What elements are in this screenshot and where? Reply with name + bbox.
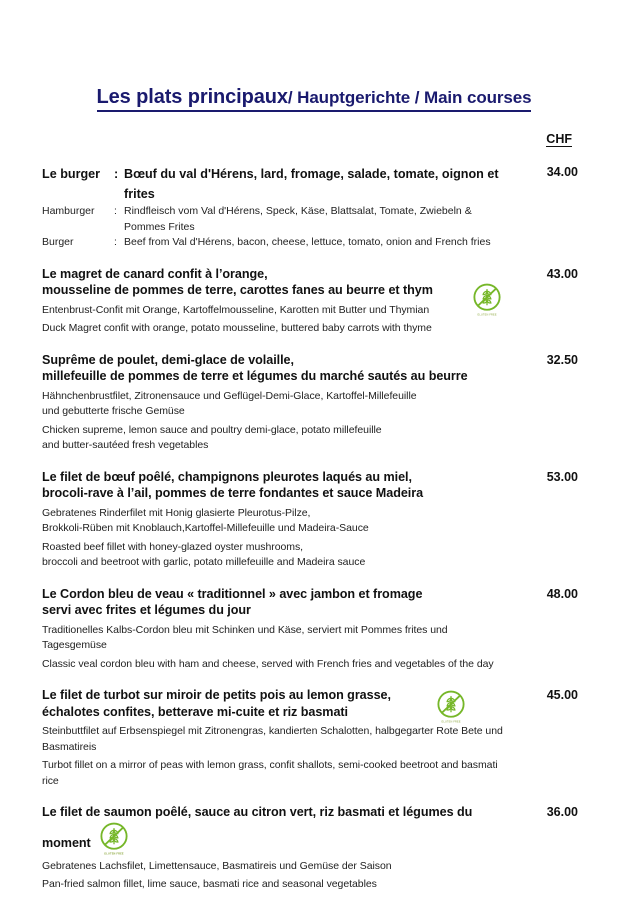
item-row-text: Rindfleisch vom Val d'Hérens, Speck, Käse, Blattsalat, Tomate, Zwiebeln & Pommes Frites — [124, 205, 472, 233]
item-description-en — [42, 540, 508, 571]
item-title-line: Le magret de canard confit à l’orange, — [42, 266, 268, 281]
item-desc-row — [42, 235, 508, 251]
page-title-french: Les plats principaux — [96, 86, 288, 108]
item-description-de — [42, 724, 508, 755]
item-desc-row — [42, 204, 508, 235]
currency-header-row — [42, 132, 586, 150]
item-title-line: Le filet de bœuf poêlé, champignons pleurotes laqués au miel, — [42, 469, 412, 484]
item-title-line: brocoli-rave à l’ail, pommes de terre fondantes et sauce Madeira — [42, 486, 424, 500]
item-title — [42, 586, 508, 619]
item-body — [42, 804, 586, 893]
item-title-line: Suprême de poulet, demi-glace de volaille, — [42, 352, 294, 367]
item-price: 53.00 — [546, 469, 578, 484]
gluten-free-icon — [470, 282, 504, 316]
page-title-underlined — [97, 86, 532, 112]
item-title-line: Le Cordon bleu de veau « traditionnel » avec jambon et fromage — [42, 586, 423, 601]
item-description-en — [42, 657, 508, 673]
item-description-line: und gebutterte frische Gemüse — [42, 405, 185, 417]
item-description-line: and butter-sautéed fresh vegetables — [42, 439, 209, 451]
item-description-line: broccoli and beetroot with garlic, potato millefeuille and Madeira sauce — [42, 556, 366, 568]
item-row-colon: : — [114, 205, 117, 217]
item-description-de — [42, 303, 508, 319]
item-description-line: Traditionelles Kalbs-Cordon bleu mit Schinken und Käse, serviert mit Pommes frites und Tagesgemüse — [42, 623, 448, 651]
item-description-line: Brokkoli-Rüben mit Knoblauch,Kartoffel-Millefeuille und Madeira-Sauce — [42, 522, 369, 534]
menu-item — [42, 586, 586, 673]
item-title-line: servi avec frites et légumes du jour — [42, 603, 251, 617]
item-title-line: échalotes confites, betterave mi-cuite et riz basmati — [42, 704, 349, 719]
menu-item — [42, 687, 586, 789]
item-price: 43.00 — [546, 266, 578, 281]
item-title-line: millefeuille de pommes de terre et légumes du marché sautés au beurre — [42, 369, 468, 383]
item-description-de — [42, 623, 508, 654]
item-body — [42, 352, 586, 454]
item-row-text: Beef from Val d'Hérens, bacon, cheese, lettuce, tomato, onion and French fries — [124, 236, 491, 248]
item-description-line: Gebratenes Rinderfilet mit Honig glasierte Pleurotus-Pilze, — [42, 506, 311, 519]
item-row-label: Burger — [42, 236, 74, 248]
item-title-line: mousseline de pommes de terre, carottes fanes au beurre et thym — [42, 283, 433, 297]
item-row-colon: : — [114, 236, 117, 248]
item-price: 45.00 — [546, 688, 578, 702]
page-title-translations: / Hauptgerichte / Main courses — [287, 88, 532, 107]
item-description-line: Turbot fillet on a mirror of peas with lemon grass, confit shallots, semi-cooked beetroot and basmati rice — [42, 759, 498, 787]
item-title — [42, 266, 508, 299]
item-description-line: Duck Magret confit with orange, potato mousseline, buttered baby carrots with thyme — [42, 322, 432, 334]
menu-item — [42, 804, 586, 893]
item-price: 34.00 — [546, 165, 578, 179]
item-title — [42, 469, 508, 502]
svg-text:GLUTEN FREE: GLUTEN FREE — [103, 852, 124, 856]
item-description-line: Pan-fried salmon fillet, lime sauce, basmati rice and seasonal vegetables — [42, 878, 377, 890]
item-description-line: Hähnchenbrustfilet, Zitronensauce und Geflügel-Demi-Glace, Kartoffel-Millefeuille — [42, 389, 417, 402]
item-description-line: Roasted beef fillet with honey-glazed oyster mushrooms, — [42, 540, 304, 553]
item-row-label: Hamburger — [42, 205, 95, 217]
item-body — [42, 586, 586, 673]
item-description-de — [42, 859, 508, 875]
item-body — [42, 469, 586, 571]
menu-item — [42, 266, 586, 337]
item-description-line: Entenbrust-Confit mit Orange, Kartoffelmousseline, Karotten mit Butter und Thymian — [42, 303, 430, 316]
item-row-text: Bœuf du val d'Hérens, lard, fromage, salade, tomate, oignon et frites — [124, 167, 499, 201]
item-row-colon: : — [114, 167, 119, 181]
svg-text:GLUTEN FREE: GLUTEN FREE — [477, 313, 497, 317]
menu-item — [42, 469, 586, 571]
item-title — [42, 352, 508, 385]
item-title-line: Le filet de turbot sur miroir de petits pois au lemon grasse, — [42, 688, 391, 702]
currency-label: CHF — [546, 132, 572, 146]
item-description-en — [42, 877, 508, 893]
item-body — [42, 687, 586, 789]
svg-text:GLUTEN FREE: GLUTEN FREE — [441, 720, 461, 724]
item-price: 36.00 — [546, 805, 578, 819]
item-description-de — [42, 506, 508, 537]
item-description-en — [42, 423, 508, 454]
menu-item — [42, 164, 586, 251]
item-desc-row — [42, 164, 508, 204]
gluten-free-icon — [434, 689, 468, 723]
item-description-en — [42, 321, 508, 337]
item-body — [42, 164, 586, 251]
item-description-line: Classic veal cordon bleu with ham and cheese, served with French fries and vegetables of the day — [42, 657, 494, 670]
item-description-line: Gebratenes Lachsfilet, Limettensauce, Basmatireis und Gemüse der Saison — [42, 859, 392, 872]
menu-item — [42, 352, 586, 454]
item-description-line: Chicken supreme, lemon sauce and poultry demi-glace, potato millefeuille — [42, 423, 382, 436]
item-title-line: Le filet de saumon poêlé, sauce au citron vert, riz basmati et légumes du moment GLUTEN FREE — [42, 805, 473, 856]
item-body — [42, 266, 586, 337]
item-price: 32.50 — [546, 352, 578, 367]
item-title — [42, 804, 508, 855]
item-description-en — [42, 758, 508, 789]
item-description-de — [42, 389, 508, 420]
page-title — [42, 0, 586, 112]
menu-list — [42, 164, 586, 893]
item-price: 48.00 — [546, 586, 578, 601]
item-row-label: Le burger — [42, 167, 101, 181]
gluten-free-icon — [97, 821, 131, 855]
item-description-line: Steinbuttfilet auf Erbsenspiegel mit Zitronengras, kandierten Schalotten, halbgegarter Rote Bete und Basmatireis — [42, 725, 503, 753]
